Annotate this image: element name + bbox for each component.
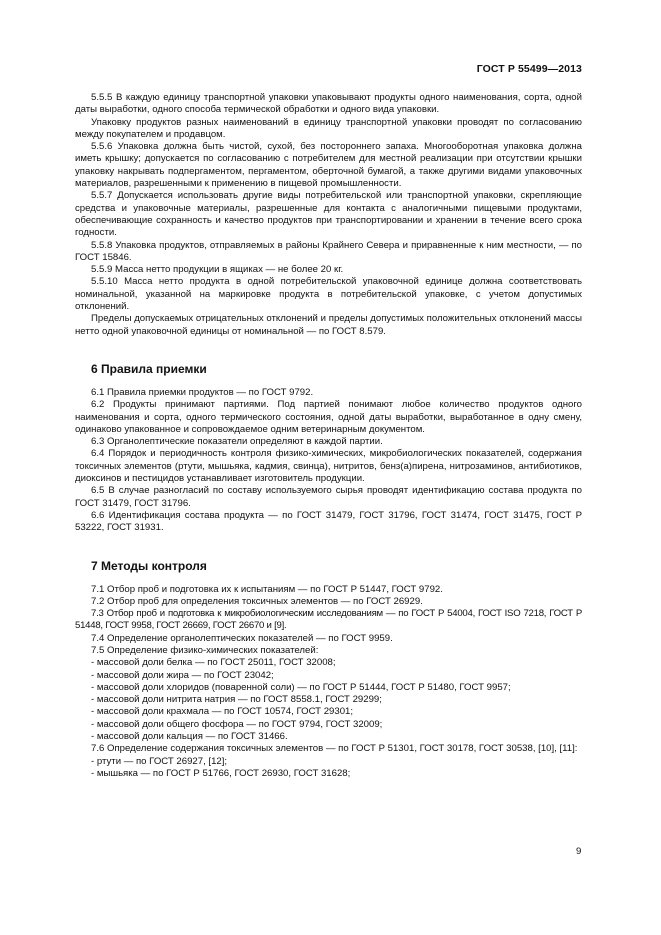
paragraph-7-2: 7.2 Отбор проб для определения токсичных элементов — по ГОСТ 26929. — [91, 595, 423, 607]
paragraph-5-5-8: 5.5.8 Упаковка продуктов, отправляемых в районы Крайнего Севера и приравненные к ним местности, — по ГОСТ 15846. — [75, 239, 582, 263]
paragraph-6-6: 6.6 Идентификация состава продукта — по ГОСТ 31479, ГОСТ 31796, ГОСТ 31474, ГОСТ 31475, ГОСТ Р 53222, ГОСТ 31931. — [75, 509, 582, 534]
page-number: 9 — [576, 846, 582, 857]
paragraph-7-1: 7.1 Отбор проб и подготовка их к испытаниям — по ГОСТ Р 51447, ГОСТ 9792. — [91, 583, 443, 595]
page-body — [75, 92, 582, 780]
paragraph-6-1: 6.1 Правила приемки продуктов — по ГОСТ 9792. — [91, 386, 314, 398]
list-item: - мышьяка — по ГОСТ Р 51766, ГОСТ 26930, ГОСТ 31628; — [75, 768, 582, 780]
section-7-heading: 7 Методы контроля — [91, 558, 207, 573]
paragraph-5-5-5-cont: Упаковку продуктов разных наименований в единицу транспортной упаковки проводят по согласованию между покупателем и продавцом. — [75, 116, 582, 140]
list-item: - массовой доли жира — по ГОСТ 23042; — [75, 670, 582, 682]
list-item: - массовой доли хлоридов (поваренной соли) — по ГОСТ Р 51444, ГОСТ Р 51480, ГОСТ 9957; — [75, 682, 582, 694]
list-item: - ртути — по ГОСТ 26927, [12]; — [75, 756, 582, 768]
paragraph-5-5-10: 5.5.10 Масса нетто продукта в одной потребительской упаковочной единице должна соответствовать номинальной, указанной на маркировке продукта в потребительской упаковке, с учетом допустимых отклонений. — [75, 276, 582, 313]
paragraph-6-5: 6.5 В случае разногласий по составу используемого сырья проводят идентификацию состава продукта по ГОСТ 31479, ГОСТ 31796. — [75, 485, 582, 509]
paragraph-7-4: 7.4 Определение органолептических показателей — по ГОСТ 9959. — [91, 632, 393, 644]
paragraph-5-5-6: 5.5.6 Упаковка должна быть чистой, сухой, без постороннего запаха. Многооборотная упаковка должна иметь крышку; допускается по согласованию с потребителем для местной реализации при отсутствии крышки упаковку накрывать подпергаментом, пергаментом, оберточной бумагой, а также другими видами упаковочных материалов, разрешенными к применению в пищевой промышленности. — [75, 141, 582, 190]
paragraph-6-3: 6.3 Органолептические показатели определяют в каждой партии. — [91, 436, 383, 448]
document-code-header: ГОСТ Р 55499—2013 — [476, 63, 582, 75]
list-item: - массовой доли общего фосфора — по ГОСТ 9794, ГОСТ 32009; — [75, 719, 582, 731]
list-item: - массовой доли крахмала — по ГОСТ 10574, ГОСТ 29301; — [75, 706, 582, 718]
paragraph-5-5-9: 5.5.9 Масса нетто продукции в ящиках — не более 20 кг. — [91, 264, 344, 276]
paragraph-5-5-10-cont: Пределы допускаемых отрицательных отклонений и пределы допустимых положительных отклонений массы нетто одной упаковочной единицы от номинальной — по ГОСТ 8.579. — [75, 313, 582, 337]
list-item: - массовой доли нитрита натрия — по ГОСТ 8558.1, ГОСТ 29299; — [75, 694, 582, 706]
paragraph-6-2: 6.2 Продукты принимают партиями. Под партией понимают любое количество продуктов одного наименования и сорта, одного термического состояния, одной даты выработки, выработанное в одну смену, одинаково упакованное и сопровождаемое одним ветеринарным документом. — [75, 399, 582, 435]
paragraph-7-3: 7.3 Отбор проб и подготовка к микробиологическим исследованиям — по ГОСТ Р 54004, ГОСТ ISO 7218, ГОСТ Р 51448, ГОСТ 9958, ГОСТ 26669, ГОСТ 26670 и [9]. — [75, 608, 582, 632]
list-item: - массовой доли белка — по ГОСТ 25011, ГОСТ 32008; — [75, 657, 582, 669]
paragraph-6-4: 6.4 Порядок и периодичность контроля физико-химических, микробиологических показателей, содержания токсичных элементов (ртути, мышьяка, кадмия, свинца), нитритов, бенз(а)пирена, нитрозаминов, антибиотиков, диоксинов и пестицидов устанавливает изготовитель продукции. — [75, 448, 582, 485]
list-item: - массовой доли кальция — по ГОСТ 31466. — [75, 731, 582, 743]
paragraph-5-5-5: 5.5.5 В каждую единицу транспортной упаковки упаковывают продукты одного наименования, сорта, одной даты выработки, одного способа термической обработки и одного вида упаковки. — [75, 92, 582, 116]
paragraph-7-6: 7.6 Определение содержания токсичных элементов — по ГОСТ Р 51301, ГОСТ 30178, ГОСТ 30538, [10], [11]: — [91, 743, 578, 755]
section-6-heading: 6 Правила приемки — [91, 361, 207, 376]
paragraph-5-5-7: 5.5.7 Допускается использовать другие виды потребительской или транспортной упаковки, скрепляющие средства и упаковочные материалы, разрешенные для контакта с аналогичными пищевыми продуктами, обеспечивающие сохранность и качество продуктов при транспортировании и хранении в течение всего срока годности. — [75, 190, 582, 239]
paragraph-7-5: 7.5 Определение физико-химических показателей: — [91, 644, 319, 656]
